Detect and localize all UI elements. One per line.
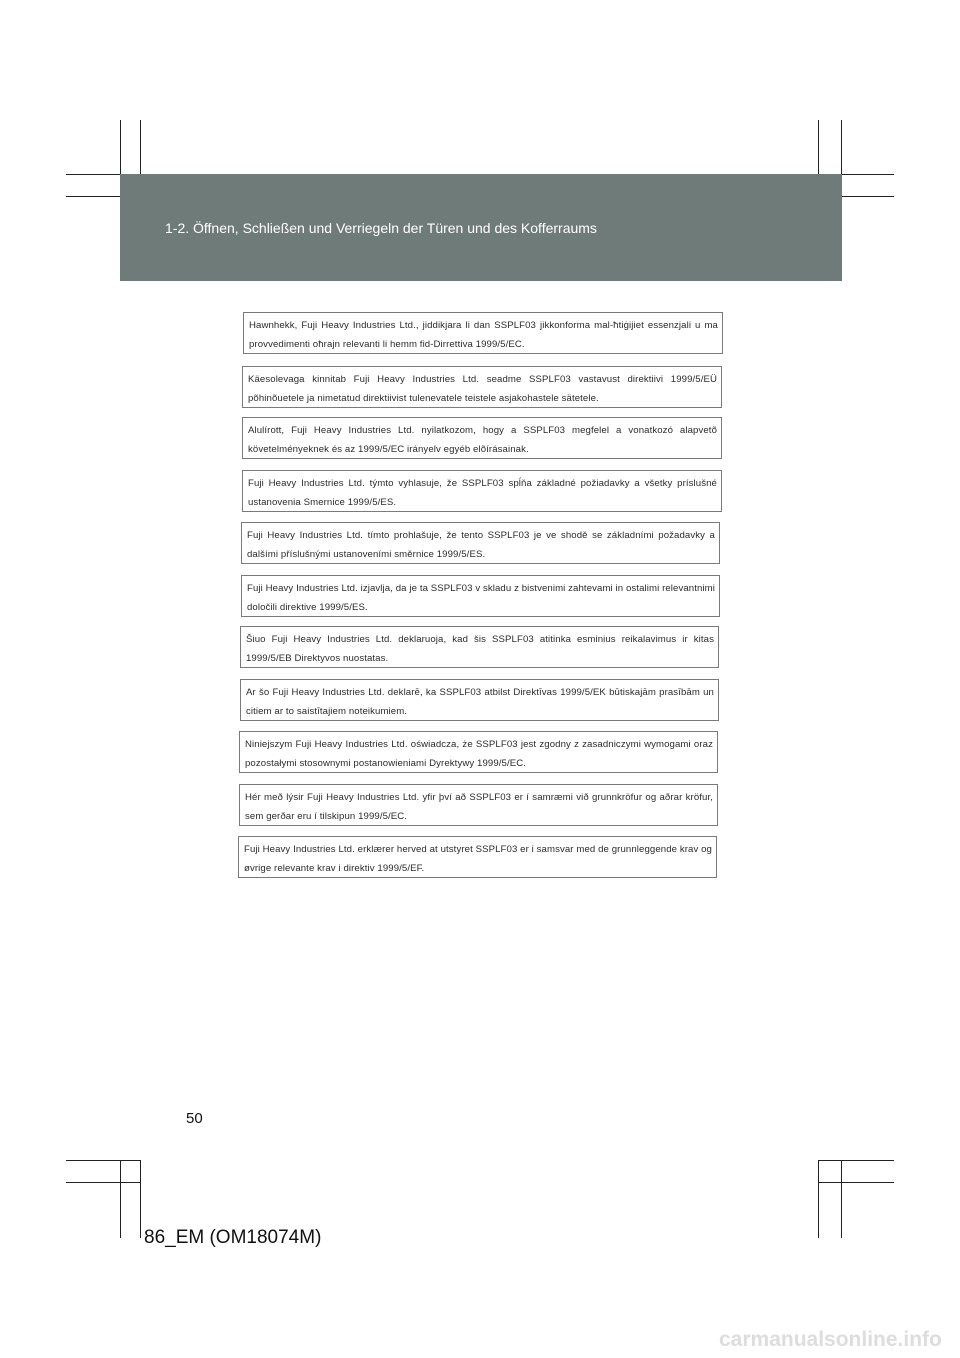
declaration-czech <box>241 522 720 564</box>
declaration-slovak <box>242 470 722 512</box>
crop-mark <box>120 1160 121 1238</box>
declaration-text: Niniejszym Fuji Heavy Industries Ltd. oświadcza, że SSPLF03 jest zgodny z zasadniczymi wymogami oraz pozostałymi stosownymi postanowieniami Dyrektywy 1999/5/EC. <box>245 739 713 769</box>
declaration-text: Šiuo Fuji Heavy Industries Ltd. deklaruoja, kad šis SSPLF03 atitinka esminius reikalavimus ir kitas 1999/5/EB Direktyvos nuostatas. <box>246 634 714 664</box>
declaration-estonian <box>242 366 722 408</box>
declaration-text: Hawnhekk, Fuji Heavy Industries Ltd., jiddikjara li dan SSPLF03 jikkonforma mal-ħtiġijiet essenzjali u ma provvedimenti oħrajn relevanti li hemm fid-Dirrettiva 1999/5/EC. <box>249 320 718 350</box>
declaration-text: Fuji Heavy Industries Ltd. izjavlja, da je ta SSPLF03 v skladu z bistvenimi zahtevami in ostalimi relevantnimi določili direktive 1999/5/ES. <box>247 583 715 613</box>
declaration-text: Käesolevaga kinnitab Fuji Heavy Industries Ltd. seadme SSPLF03 vastavust direktiivi 1999/5/EÜ põhinõuetele ja nimetatud direktiivist tulenevatele teistele asjakohastele sätetele. <box>248 374 717 404</box>
declaration-polish <box>239 731 718 773</box>
crop-mark <box>818 1160 819 1238</box>
declaration-norwegian <box>238 836 717 878</box>
crop-mark <box>818 1160 894 1161</box>
declaration-hungarian <box>242 417 722 459</box>
document-code: 86_EM (OM18074M) <box>144 1227 322 1248</box>
declaration-text: Ar šo Fuji Heavy Industries Ltd. deklarē, ka SSPLF03 atbilst Direktīvas 1999/5/EK būtiskajām prasībām un citiem ar to saistītajiem noteikumiem. <box>246 687 714 717</box>
declaration-text: Fuji Heavy Industries Ltd. týmto vyhlasuje, že SSPLF03 spĺňa základné požiadavky a všetky príslušné ustanovenia Smernice 1999/5/ES. <box>248 478 717 508</box>
crop-mark <box>66 1160 140 1161</box>
declaration-slovenian <box>241 575 720 617</box>
declaration-text: Fuji Heavy Industries Ltd. tímto prohlašuje, že tento SSPLF03 je ve shodě se základními požadavky a dalšími příslušnými ustanoveními směrnice 1999/5/ES. <box>247 530 715 560</box>
declaration-text: Fuji Heavy Industries Ltd. erklærer herved at utstyret SSPLF03 er i samsvar med de grunnleggende krav og øvrige relevante krav i direktiv 1999/5/EF. <box>244 844 712 874</box>
declaration-lithuanian <box>240 626 719 668</box>
section-title: 1-2. Öffnen, Schließen und Verriegeln der Türen und des Kofferraums <box>165 220 597 236</box>
crop-mark <box>66 1182 140 1183</box>
declaration-icelandic <box>239 784 718 826</box>
declaration-text: Hér með lýsir Fuji Heavy Industries Ltd. yfir því að SSPLF03 er í samræmi við grunnkröfur og aðrar kröfur, sem gerðar eru í tilskipun 1999/5/EC. <box>245 792 713 822</box>
crop-mark <box>841 1160 842 1238</box>
declaration-text: Alulírott, Fuji Heavy Industries Ltd. nyilatkozom, hogy a SSPLF03 megfelel a vonatkozó alapvetõ követelményeknek és az 1999/5/EC irányelv egyéb elõírásainak. <box>248 425 717 455</box>
declaration-latvian <box>240 679 719 721</box>
watermark-logo: carmanualsonline.info <box>719 1328 942 1351</box>
crop-mark <box>140 1160 141 1238</box>
page-number: 50 <box>186 1110 203 1127</box>
crop-mark <box>818 1182 894 1183</box>
declaration-maltese <box>243 312 723 354</box>
